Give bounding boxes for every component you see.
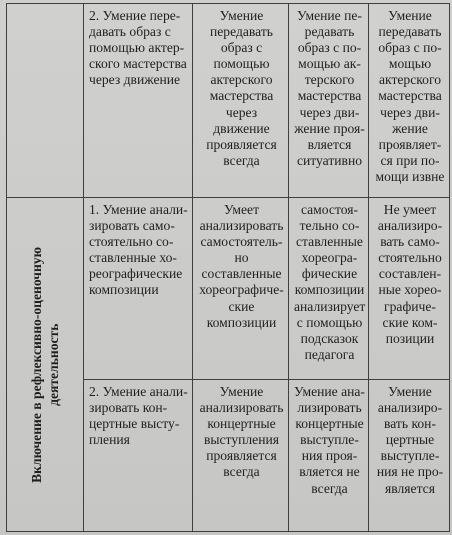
level-cell — [369, 380, 450, 532]
level-cell — [193, 4, 289, 198]
empty-cell — [7, 4, 84, 198]
criterion-text: 1. Умение анали- зировать само- стоятельно со- ставленные хо- реографические композиции — [89, 202, 188, 298]
level-text: Умение передавать образ с по- мощью актерского мастерства через дви- жение проявляет- ся при по- мощи извне — [375, 8, 445, 184]
criteria-table — [6, 3, 450, 532]
level-text: Умеет анализировать самостоятель- но составленные хореографиче- ские композиции — [199, 202, 284, 330]
level-text: Умение пе- редавать образ с по- мощью ак- терского мастерства через дви- жение проя- вляется ситуативно — [294, 8, 365, 168]
level-text: Умение анализировать концертные выступления проявляется всегда — [199, 384, 284, 480]
level-text: Не умеет анализиро- вать само- стоятельно составлен- ные хорео- графиче- ские ком- позиции — [377, 202, 443, 346]
criterion-text: 2. Умение пере- давать образ с помощью актер- ского мастерства через движение — [89, 8, 187, 88]
level-cell — [289, 198, 369, 380]
level-cell — [193, 380, 289, 532]
level-cell — [289, 380, 369, 532]
section-label: Включение в рефлексивно-оценочную деятельность — [29, 246, 61, 483]
criterion-cell — [84, 380, 193, 532]
level-text: Умение анализиро- вать кон- цертные выступле- ния не про- является — [376, 384, 444, 496]
section-label-cell — [7, 198, 84, 532]
table-row — [7, 4, 450, 198]
level-text: самостоя- тельно со- ставленные хореогра- фические композиции анализирует с помощью подсказок педагога — [294, 202, 366, 362]
level-cell — [369, 198, 450, 380]
level-text: Умение ана- лизировать концертные выступле- ния проя- вляется не всегда — [294, 384, 365, 496]
criterion-text: 2. Умение анали- зировать кон- цертные высту- пления — [89, 384, 188, 448]
level-cell — [369, 4, 450, 198]
criterion-cell — [84, 4, 193, 198]
table-row — [7, 198, 450, 380]
level-cell — [289, 4, 369, 198]
criterion-cell — [84, 198, 193, 380]
level-cell — [193, 198, 289, 380]
level-text: Умение передавать образ с помощью актерского мастерства через движение проявляется всегда — [206, 8, 277, 168]
